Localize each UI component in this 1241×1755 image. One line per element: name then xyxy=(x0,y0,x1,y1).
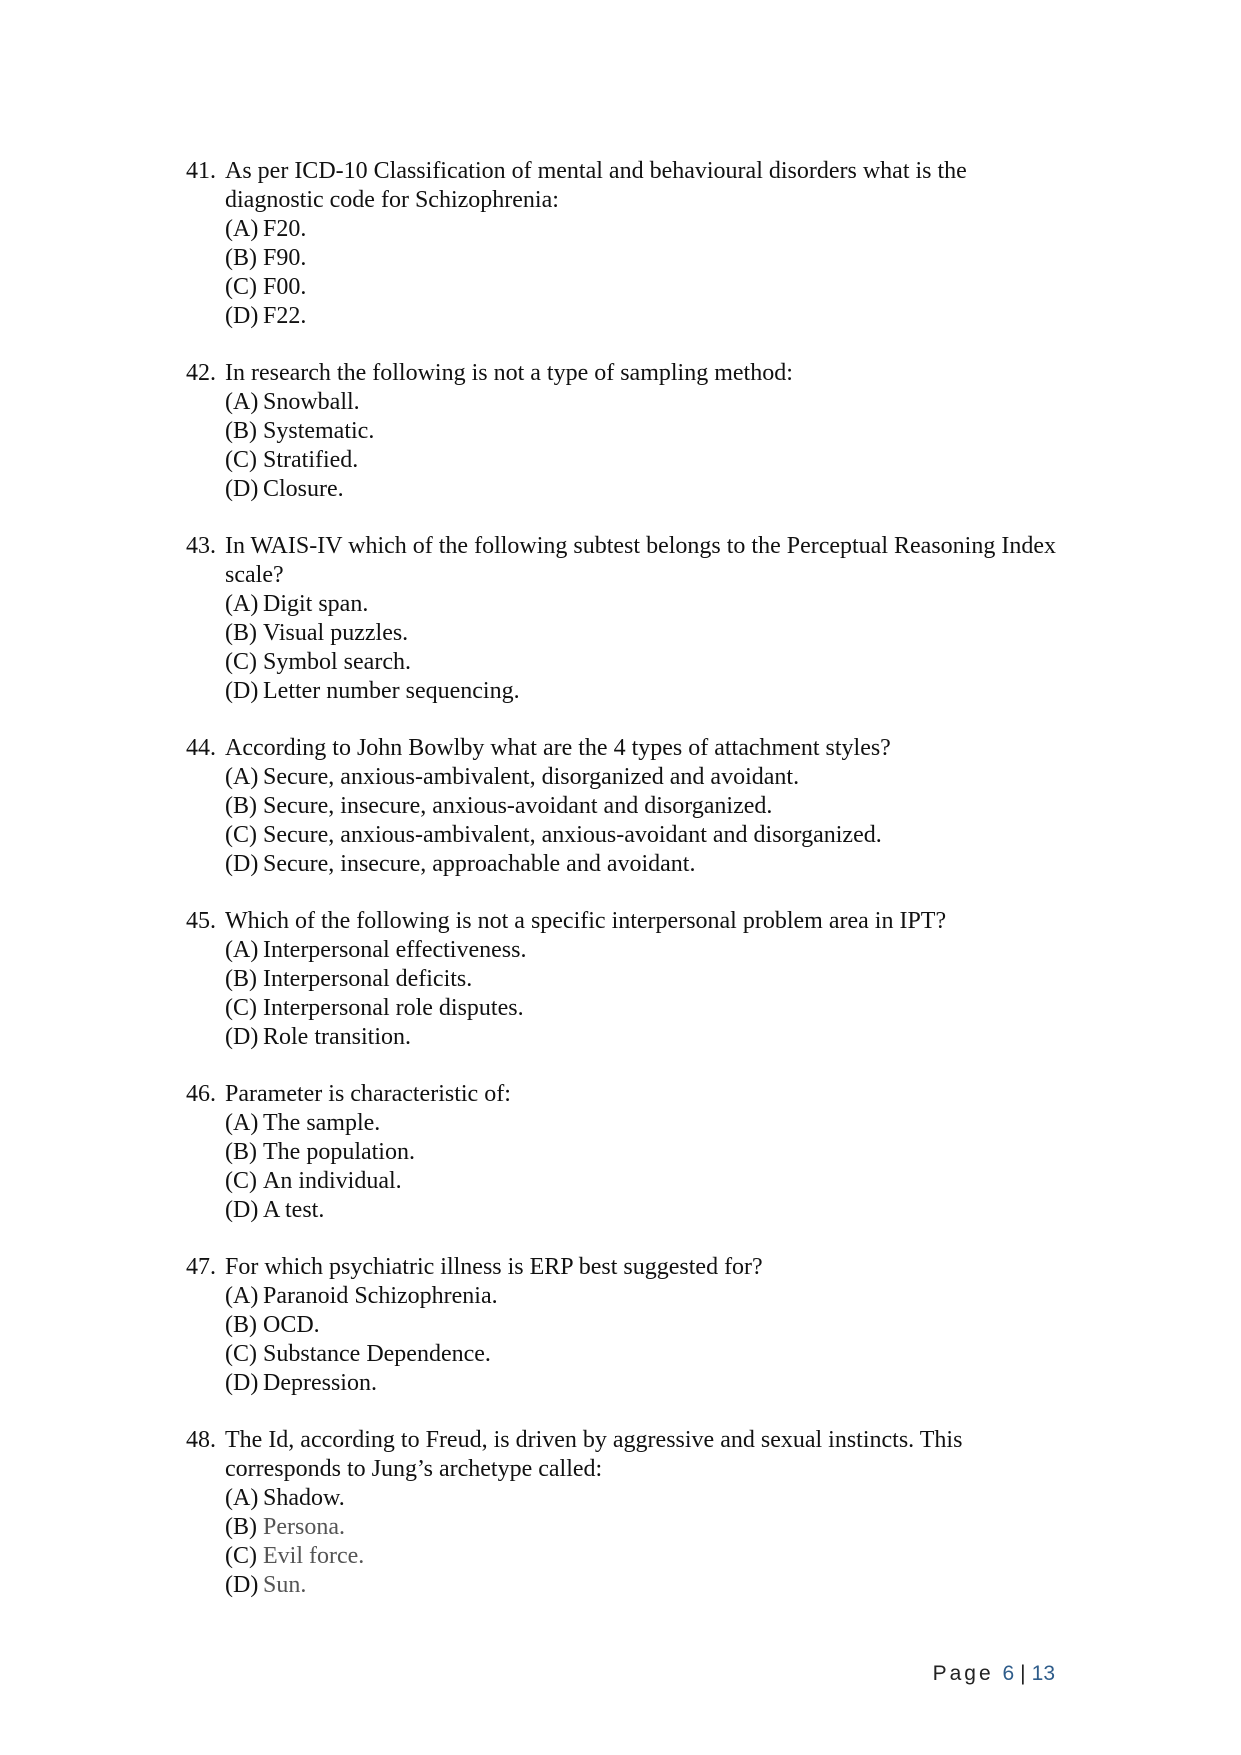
option-b xyxy=(225,1311,1066,1340)
question-46 xyxy=(186,1080,1066,1225)
option-b xyxy=(225,1513,1066,1542)
option-text: Persona. xyxy=(263,1514,345,1540)
option-letter: (D) xyxy=(225,476,259,502)
option-c xyxy=(225,1167,1066,1196)
question-48 xyxy=(186,1426,1066,1600)
option-letter: (C) xyxy=(225,822,257,848)
option-list xyxy=(225,1109,1066,1225)
option-letter: (B) xyxy=(225,418,257,444)
option-c xyxy=(225,446,1066,475)
option-letter: (B) xyxy=(225,1312,257,1338)
option-d xyxy=(225,1023,1066,1052)
option-text: Letter number sequencing. xyxy=(263,678,520,704)
option-c xyxy=(225,273,1066,302)
question-text: In WAIS-IV which of the following subtest belongs to the Perceptual Reasoning Index scale? xyxy=(225,533,1056,588)
option-b xyxy=(225,244,1066,273)
question-text: Parameter is characteristic of: xyxy=(225,1081,511,1107)
option-d xyxy=(225,1196,1066,1225)
option-letter: (C) xyxy=(225,1341,257,1367)
option-list xyxy=(225,763,1066,879)
option-d xyxy=(225,1369,1066,1398)
option-c xyxy=(225,1340,1066,1369)
option-d xyxy=(225,302,1066,331)
option-letter: (C) xyxy=(225,649,257,675)
option-text: Systematic. xyxy=(263,418,375,444)
option-text: Digit span. xyxy=(263,591,369,617)
option-b xyxy=(225,792,1066,821)
option-text: Secure, insecure, approachable and avoidant. xyxy=(263,851,696,877)
option-letter: (C) xyxy=(225,447,257,473)
option-list xyxy=(225,936,1066,1052)
option-a xyxy=(225,1484,1066,1513)
option-text: Sun. xyxy=(263,1572,307,1598)
option-d xyxy=(225,677,1066,706)
option-text: Role transition. xyxy=(263,1024,411,1050)
question-number: 47. xyxy=(186,1254,216,1280)
option-a xyxy=(225,215,1066,244)
option-c xyxy=(225,1542,1066,1571)
option-b xyxy=(225,1138,1066,1167)
option-letter: (D) xyxy=(225,1197,259,1223)
option-letter: (C) xyxy=(225,274,257,300)
option-letter: (A) xyxy=(225,1110,259,1136)
option-letter: (C) xyxy=(225,1543,257,1569)
option-text: Interpersonal deficits. xyxy=(263,966,473,992)
option-text: F20. xyxy=(263,216,307,242)
question-45 xyxy=(186,907,1066,1052)
option-list xyxy=(225,388,1066,504)
option-text: OCD. xyxy=(263,1312,320,1338)
option-text: An individual. xyxy=(263,1168,402,1194)
option-letter: (A) xyxy=(225,591,259,617)
option-text: A test. xyxy=(263,1197,325,1223)
question-number: 46. xyxy=(186,1081,216,1107)
option-letter: (A) xyxy=(225,1485,259,1511)
option-letter: (D) xyxy=(225,303,259,329)
option-letter: (B) xyxy=(225,1514,257,1540)
option-text: Substance Dependence. xyxy=(263,1341,491,1367)
option-letter: (A) xyxy=(225,216,259,242)
question-text: For which psychiatric illness is ERP best suggested for? xyxy=(225,1254,763,1280)
question-text: Which of the following is not a specific interpersonal problem area in IPT? xyxy=(225,908,947,934)
question-number: 45. xyxy=(186,908,216,934)
option-letter: (B) xyxy=(225,245,257,271)
total-pages-number: 13 xyxy=(1031,1662,1055,1685)
option-letter: (B) xyxy=(225,620,257,646)
option-text: Shadow. xyxy=(263,1485,345,1511)
page-separator: | xyxy=(1020,1662,1026,1685)
option-d xyxy=(225,1571,1066,1600)
option-text: F22. xyxy=(263,303,307,329)
page-footer xyxy=(933,1662,1055,1686)
option-list xyxy=(225,215,1066,331)
current-page-number: 6 xyxy=(1002,1662,1015,1685)
option-list xyxy=(225,1282,1066,1398)
option-a xyxy=(225,1282,1066,1311)
option-text: Depression. xyxy=(263,1370,377,1396)
option-letter: (A) xyxy=(225,389,259,415)
option-text: Secure, anxious-ambivalent, disorganized and avoidant. xyxy=(263,764,800,790)
question-42 xyxy=(186,359,1066,504)
option-b xyxy=(225,417,1066,446)
option-letter: (D) xyxy=(225,1024,259,1050)
option-text: Stratified. xyxy=(263,447,359,473)
option-letter: (D) xyxy=(225,1370,259,1396)
option-a xyxy=(225,388,1066,417)
option-d xyxy=(225,475,1066,504)
question-text: According to John Bowlby what are the 4 types of attachment styles? xyxy=(225,735,891,761)
question-43 xyxy=(186,532,1066,706)
option-c xyxy=(225,994,1066,1023)
option-list xyxy=(225,590,1066,706)
question-number: 42. xyxy=(186,360,216,386)
question-41 xyxy=(186,157,1066,331)
question-number: 41. xyxy=(186,158,216,184)
option-letter: (A) xyxy=(225,937,259,963)
option-text: The sample. xyxy=(263,1110,381,1136)
question-text: As per ICD-10 Classification of mental and behavioural disorders what is the diagnostic code for Schizophrenia: xyxy=(225,158,967,213)
option-b xyxy=(225,965,1066,994)
option-text: Symbol search. xyxy=(263,649,411,675)
option-text: Evil force. xyxy=(263,1543,365,1569)
option-text: Interpersonal effectiveness. xyxy=(263,937,527,963)
question-44 xyxy=(186,734,1066,879)
option-letter: (D) xyxy=(225,1572,259,1598)
option-text: Snowball. xyxy=(263,389,360,415)
option-a xyxy=(225,936,1066,965)
option-letter: (D) xyxy=(225,851,259,877)
option-letter: (B) xyxy=(225,966,257,992)
option-letter: (B) xyxy=(225,793,257,819)
option-letter: (D) xyxy=(225,678,259,704)
option-text: Paranoid Schizophrenia. xyxy=(263,1283,498,1309)
option-a xyxy=(225,1109,1066,1138)
option-c xyxy=(225,648,1066,677)
option-letter: (C) xyxy=(225,1168,257,1194)
option-letter: (A) xyxy=(225,764,259,790)
option-a xyxy=(225,763,1066,792)
option-letter: (B) xyxy=(225,1139,257,1165)
option-c xyxy=(225,821,1066,850)
question-text: In research the following is not a type of sampling method: xyxy=(225,360,793,386)
option-letter: (A) xyxy=(225,1283,259,1309)
option-text: Closure. xyxy=(263,476,344,502)
option-d xyxy=(225,850,1066,879)
question-number: 43. xyxy=(186,533,216,559)
option-text: Secure, anxious-ambivalent, anxious-avoidant and disorganized. xyxy=(263,822,882,848)
option-text: F00. xyxy=(263,274,307,300)
option-text: Secure, insecure, anxious-avoidant and disorganized. xyxy=(263,793,773,819)
option-list xyxy=(225,1484,1066,1600)
question-list xyxy=(186,157,1066,1628)
page-label: Page xyxy=(932,1662,994,1685)
question-text: The Id, according to Freud, is driven by aggressive and sexual instincts. This corresponds to Jung’s archetype called: xyxy=(225,1427,963,1482)
option-b xyxy=(225,619,1066,648)
option-text: The population. xyxy=(263,1139,415,1165)
option-letter: (C) xyxy=(225,995,257,1021)
option-a xyxy=(225,590,1066,619)
question-number: 44. xyxy=(186,735,216,761)
option-text: Visual puzzles. xyxy=(263,620,409,646)
question-number: 48. xyxy=(186,1427,216,1453)
option-text: F90. xyxy=(263,245,307,271)
option-text: Interpersonal role disputes. xyxy=(263,995,524,1021)
question-47 xyxy=(186,1253,1066,1398)
